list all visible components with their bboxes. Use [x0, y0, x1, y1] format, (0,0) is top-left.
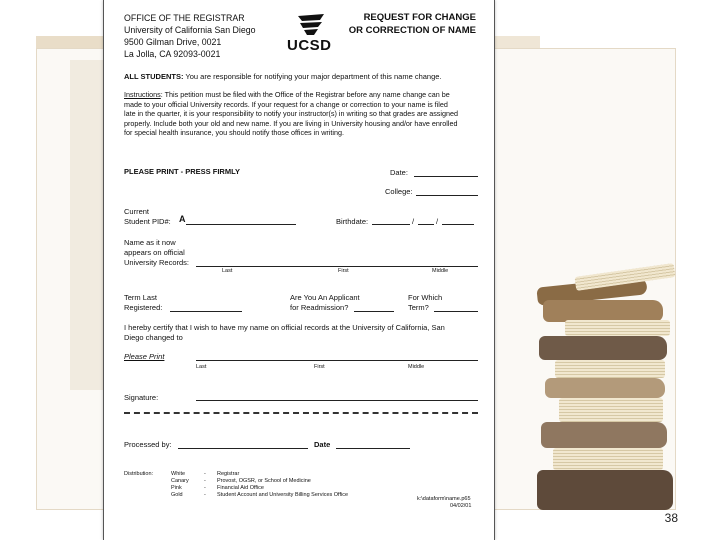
applicant-field[interactable] — [354, 311, 394, 312]
name-change-form — [103, 0, 495, 540]
official-name-label-line-2: appears on official — [124, 248, 185, 257]
new-name-first-caption: First — [314, 364, 325, 370]
distribution-dest: Student Account and University Billing Services Office — [217, 492, 349, 498]
distribution-color: White — [171, 471, 186, 477]
books-stack-image — [535, 262, 685, 510]
all-students-note: ALL STUDENTS: You are responsible for notifying your major department of this name change. — [124, 72, 442, 81]
official-name-first-caption: First — [338, 268, 349, 274]
distribution-dest: Registrar — [217, 471, 240, 477]
birthdate-label: Birthdate: — [336, 217, 369, 226]
date-label: Date: — [390, 168, 408, 177]
processed-date-field[interactable] — [336, 448, 410, 449]
distribution-color: Canary — [171, 478, 189, 484]
new-name-field[interactable] — [196, 360, 478, 361]
signature-field[interactable] — [196, 400, 478, 401]
term-last-label-line-2: Registered: — [124, 303, 163, 312]
distribution-label: Distribution: — [124, 471, 154, 477]
birthdate-separator-2: / — [436, 217, 439, 226]
birthdate-year-field[interactable] — [442, 224, 474, 225]
registrar-address-line-4: La Jolla, CA 92093-0021 — [124, 49, 221, 59]
registrar-address-line-1: OFFICE OF THE REGISTRAR — [124, 13, 245, 23]
slide-side-block — [70, 60, 104, 390]
slide-number: 38 — [664, 511, 678, 525]
distribution-dash: - — [204, 485, 206, 491]
birthdate-separator-1: / — [412, 217, 415, 226]
instructions-paragraph: Instructions: This petition must be filed with the Office of the Registrar before any name change can be made to your official University records. If your request for a change or correction to your name is filed late in the quarter, it is your responsibility to notify your instructor(s) in writing so that grades are assigned properly. Include both your old and new name. If you are living in University housing and/or have enrolled for special health insurance, you should notify those offices in writing. — [124, 90, 458, 138]
signature-label: Signature: — [124, 393, 159, 402]
processed-by-field[interactable] — [178, 448, 308, 449]
applicant-label-line-1: Are You An Applicant — [290, 293, 360, 302]
date-field[interactable] — [414, 176, 478, 177]
which-term-label-line-2: Term? — [408, 303, 429, 312]
term-last-label-line-1: Term Last — [124, 293, 157, 302]
certify-line-2: Diego changed to — [124, 333, 183, 342]
birthdate-month-field[interactable] — [372, 224, 410, 225]
which-term-field[interactable] — [434, 311, 478, 312]
applicant-label-line-2: for Readmission? — [290, 303, 349, 312]
certify-line-1: I hereby certify that I wish to have my name on official records at the University of California, San — [124, 323, 445, 332]
new-name-middle-caption: Middle — [408, 364, 425, 370]
form-revision-date: 04/02/01 — [450, 503, 472, 509]
pid-prefix: A — [179, 214, 186, 224]
new-name-last-caption: Last — [196, 364, 207, 370]
current-pid-label-line-2: Student PID#: — [124, 217, 171, 226]
distribution-dash: - — [204, 492, 206, 498]
birthdate-day-field[interactable] — [418, 224, 434, 225]
please-print-heading: PLEASE PRINT - PRESS FIRMLY — [124, 167, 240, 176]
form-title-line-1: REQUEST FOR CHANGE — [363, 12, 476, 23]
registrar-address-line-2: University of California San Diego — [124, 25, 256, 35]
please-print-label: Please Print — [124, 352, 165, 361]
official-name-last-caption: Last — [222, 268, 233, 274]
form-file-code: k:\dataform\name.p65 — [417, 496, 471, 502]
distribution-dash: - — [204, 471, 206, 477]
form-title-line-2: OR CORRECTION OF NAME — [348, 25, 476, 36]
distribution-dest: Financial Aid Office — [217, 485, 264, 491]
distribution-dest: Provost, OGSR, or School of Medicine — [217, 478, 311, 484]
current-pid-label-line-1: Current — [124, 207, 150, 216]
distribution-color: Pink — [171, 485, 182, 491]
official-name-label-line-3: University Records: — [124, 258, 190, 267]
official-name-label-line-1: Name as it now — [124, 238, 176, 247]
which-term-label-line-1: For Which — [408, 293, 443, 302]
distribution-dash: - — [204, 478, 206, 484]
processed-by-label: Processed by: — [124, 440, 172, 449]
processed-date-label: Date — [314, 440, 331, 449]
pid-field[interactable] — [186, 224, 296, 225]
ucsd-logo-text: UCSD — [287, 37, 332, 54]
official-name-field[interactable] — [196, 266, 478, 267]
college-label: College: — [385, 187, 413, 196]
college-field[interactable] — [416, 195, 478, 196]
ucsd-logo-icon — [294, 12, 328, 38]
term-last-field[interactable] — [170, 311, 242, 312]
registrar-address-line-3: 9500 Gilman Drive, 0021 — [124, 37, 222, 47]
cut-line — [124, 412, 478, 414]
official-name-middle-caption: Middle — [432, 268, 449, 274]
distribution-color: Gold — [171, 492, 183, 498]
